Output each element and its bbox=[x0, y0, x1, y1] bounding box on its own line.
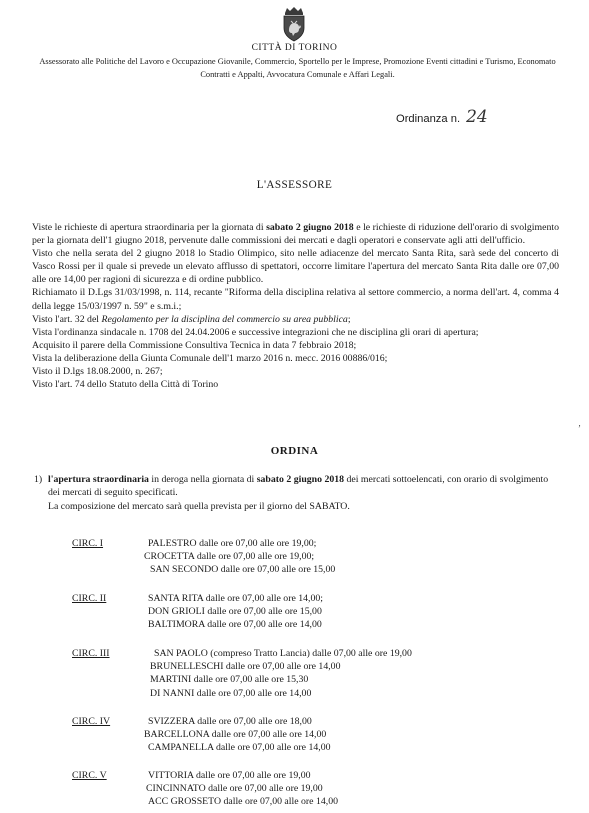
department-header: Assessorato alle Politiche del Lavoro e Occupazione Giovanile, Commercio, Sportello per le Imprese, Promozione Eventi cittadini e Turismo, Economato Contratti e Appalti, Avvocatura Comunale e Affari Legali. bbox=[39, 57, 556, 79]
market-item bbox=[148, 592, 323, 605]
preamble-paragraph bbox=[32, 221, 559, 247]
preamble-paragraph bbox=[32, 326, 559, 339]
circ-label: CIRC. III bbox=[72, 648, 110, 659]
preamble bbox=[32, 221, 559, 391]
item-body bbox=[48, 473, 554, 499]
market-hours: dalle ore 07,00 alle ore 14,00 bbox=[221, 796, 339, 808]
circ-label: CIRC. V bbox=[72, 770, 107, 781]
market-item bbox=[150, 673, 412, 686]
market-name: BALTIMORA bbox=[148, 619, 205, 631]
item-date: sabato 2 giugno 2018 bbox=[256, 474, 345, 485]
ordinance-number-value: 24 bbox=[466, 107, 488, 127]
market-name: CAMPANELLA bbox=[148, 742, 214, 754]
ordina-item-1 bbox=[34, 473, 554, 513]
market-hours: dalle ore 07,00 alle ore 14,00 bbox=[213, 742, 331, 754]
preamble-paragraph bbox=[32, 286, 559, 312]
market-name: SANTA RITA bbox=[148, 593, 204, 604]
preamble-paragraph bbox=[32, 313, 559, 326]
market-hours: dalle ore 07,00 alle ore 14,00 bbox=[204, 619, 322, 631]
market-hours: dalle ore 07,00 alle ore 19,00 bbox=[193, 770, 311, 781]
market-list bbox=[148, 769, 338, 809]
market-item bbox=[146, 782, 338, 795]
preamble-text: Viste le richieste di apertura straordinaria per la giornata di bbox=[32, 222, 267, 233]
market-list bbox=[144, 537, 336, 577]
circ-label: CIRC. IV bbox=[72, 716, 111, 727]
market-hours: dalle ore 07,00 alle ore 14,00; bbox=[203, 593, 324, 604]
market-item bbox=[150, 660, 412, 673]
market-hours: dalle ore 07,00 alle ore 19,00 bbox=[205, 783, 323, 795]
city-name: CITTÀ DI TORINO bbox=[251, 43, 338, 53]
preamble-text: Vista l'ordinanza sindacale n. 1708 del 24.04.2006 e successive integrazioni che ne disciplina gli orari di apertura; bbox=[32, 326, 479, 338]
market-hours: dalle ore 07,00 alle ore 19,00; bbox=[196, 538, 317, 549]
ordinance-number bbox=[396, 107, 488, 127]
market-item bbox=[148, 715, 331, 728]
preamble-text: sabato 2 giugno 2018 bbox=[266, 222, 354, 233]
market-list bbox=[148, 592, 323, 632]
preamble-text: Visto l'art. 32 del bbox=[32, 313, 102, 325]
preamble-text: Visto l'art. 74 dello Statuto della Città di Torino bbox=[32, 379, 219, 391]
item-text-b: dei mercati sottoelencati, con orario di svolgimento dei mercati di seguito specificati. bbox=[48, 474, 549, 499]
market-item bbox=[150, 687, 412, 700]
item-lead: l'apertura straordinaria bbox=[48, 474, 149, 485]
preamble-text: Vista la deliberazione della Giunta Comunale dell'1 marzo 2016 n. mecc. 2016 00886/016; bbox=[32, 352, 388, 364]
market-name: BRUNELLESCHI bbox=[150, 661, 224, 673]
market-item bbox=[154, 647, 412, 660]
market-hours: dalle ore 07,00 alle ore 14,00 bbox=[223, 661, 341, 673]
market-name: PALESTRO bbox=[148, 538, 197, 549]
market-name: BARCELLONA bbox=[144, 729, 210, 741]
market-name: SAN PAOLO bbox=[154, 648, 208, 659]
market-hours: dalle ore 07,00 alle ore 15,30 bbox=[191, 674, 309, 686]
circ-label: CIRC. II bbox=[72, 593, 107, 604]
market-name: MARTINI bbox=[150, 674, 192, 686]
market-name: DON GRIOLI bbox=[148, 606, 205, 618]
preamble-paragraph bbox=[32, 365, 559, 378]
city-crest-icon bbox=[280, 6, 308, 42]
market-name: CINCINNATO bbox=[146, 783, 206, 795]
market-name: SVIZZERA bbox=[148, 716, 195, 727]
ordinance-label: Ordinanza n. bbox=[396, 113, 461, 125]
item-text-a: in deroga nella giornata di bbox=[148, 474, 257, 485]
circ-label: CIRC. I bbox=[72, 538, 104, 549]
market-name: ACC GROSSETO bbox=[148, 796, 222, 808]
preamble-text: Richiamato il D.Lgs 31/03/1998, n. 114, recante "Riforma della disciplina relativa al settore commercio, a norma dell'art. 4, comma 4 della legge 15/03/1997 n. 59" e s.m.i.; bbox=[32, 287, 559, 312]
ordina-heading: ORDINA bbox=[270, 445, 319, 457]
market-hours: dalle ore 07,00 alle ore 14,00 bbox=[194, 687, 312, 699]
preamble-text: Regolamento per la disciplina del commercio su area pubblica bbox=[101, 313, 348, 325]
market-hours: (compreso Tratto Lancia) dalle 07,00 alle ore 19,00 bbox=[207, 648, 412, 659]
market-hours: dalle ore 07,00 alle ore 15,00 bbox=[204, 606, 322, 618]
market-hours: dalle ore 07,00 alle ore 15,00 bbox=[218, 564, 336, 576]
preamble-text: e le richieste di riduzione dell'orario di svolgimento per la giornata dell'1 giugno 2018, pervenute dalle commissioni dei mercati e dagli operatori e conservate agli atti dell'ufficio. bbox=[32, 222, 559, 247]
preamble-text: Visto il D.lgs 18.08.2000, n. 267; bbox=[32, 366, 163, 378]
market-name: VITTORIA bbox=[148, 770, 194, 781]
preamble-text: Acquisito il parere della Commissione Consultiva Tecnica in data 7 febbraio 2018; bbox=[32, 339, 357, 351]
market-item bbox=[144, 728, 331, 741]
preamble-text: ; bbox=[347, 313, 351, 325]
market-hours: dalle ore 07,00 alle ore 18,00 bbox=[194, 716, 312, 727]
preamble-text: Visto che nella serata del 2 giugno 2018 lo Stadio Olimpico, sito nelle adiacenze del mercato Santa Rita, sarà sede del concerto di Vasco Rossi per il quale si prevede un elevato afflusso di spettatori, occorre limitare l'apertura del mercato Santa Rita dalle ore 07,00 alle ore 14,00 per ragioni di sicurezza e di ordine pubblico. bbox=[32, 248, 559, 286]
market-name: SAN SECONDO bbox=[150, 564, 219, 576]
market-item bbox=[148, 741, 331, 754]
market-item bbox=[148, 618, 323, 631]
scan-mark: ‚ bbox=[578, 418, 581, 428]
market-item bbox=[148, 605, 323, 618]
market-item bbox=[148, 795, 338, 808]
market-hours: dalle ore 07,00 alle ore 14,00 bbox=[209, 729, 327, 741]
preamble-paragraph bbox=[32, 339, 559, 352]
market-item bbox=[150, 563, 335, 576]
market-hours: dalle ore 07,00 alle ore 19,00; bbox=[194, 551, 315, 563]
item-number: 1) bbox=[34, 474, 43, 485]
market-list bbox=[144, 715, 331, 755]
market-item bbox=[148, 537, 335, 550]
preamble-paragraph bbox=[32, 352, 559, 365]
market-name: DI NANNI bbox=[150, 687, 195, 699]
item-composition: La composizione del mercato sarà quella prevista per il giorno del SABATO. bbox=[48, 501, 350, 513]
market-item bbox=[144, 550, 335, 563]
market-item bbox=[148, 769, 338, 782]
preamble-paragraph bbox=[32, 247, 559, 286]
document-title: L'ASSESSORE bbox=[256, 179, 333, 191]
market-list bbox=[148, 647, 412, 700]
preamble-paragraph bbox=[32, 378, 559, 391]
market-name: CROCETTA bbox=[144, 551, 195, 563]
